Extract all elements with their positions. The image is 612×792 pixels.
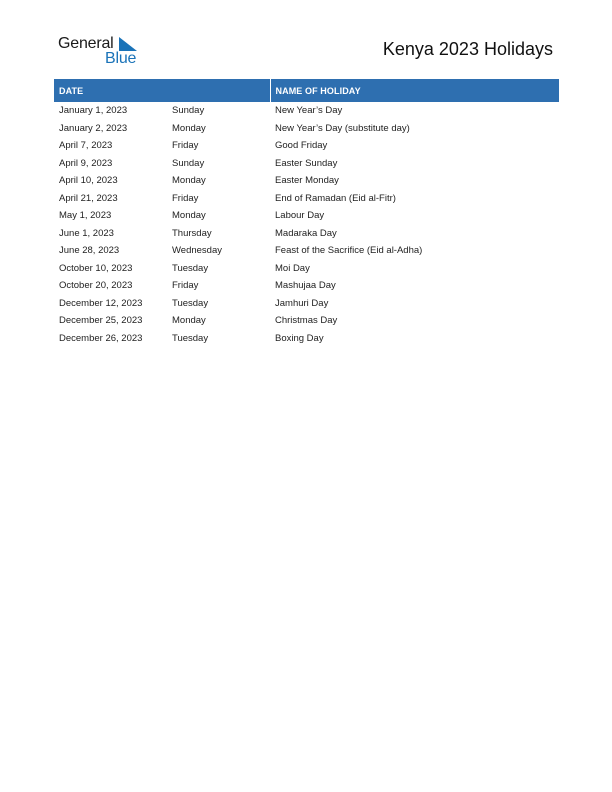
holiday-name-cell: New Year’s Day (substitute day) [275, 122, 410, 134]
holiday-date-cell: January 1, 2023 [59, 105, 128, 117]
table-row [54, 137, 559, 155]
holiday-name-cell: Good Friday [275, 140, 328, 152]
holiday-weekday-cell: Sunday [172, 157, 205, 169]
holiday-name-cell: New Year’s Day [275, 105, 343, 117]
generalblue-logo [58, 34, 148, 68]
logo-text-blue: Blue [105, 50, 137, 67]
table-header-row [54, 79, 559, 102]
holiday-date-cell: October 20, 2023 [59, 280, 133, 292]
holiday-date-cell: December 26, 2023 [59, 332, 143, 344]
table-row [54, 120, 559, 138]
table-body [54, 102, 559, 347]
holiday-weekday-cell: Tuesday [172, 332, 209, 344]
holiday-date-cell: April 21, 2023 [59, 192, 118, 204]
holiday-name-cell: Easter Sunday [275, 157, 338, 169]
table-row [54, 295, 559, 313]
table-row [54, 312, 559, 330]
table-row [54, 242, 559, 260]
holiday-weekday-cell: Wednesday [172, 245, 222, 257]
table-row [54, 190, 559, 208]
holiday-date-cell: June 1, 2023 [59, 227, 114, 239]
table-row [54, 172, 559, 190]
holiday-weekday-cell: Thursday [172, 227, 212, 239]
page-title: Kenya 2023 Holidays [382, 39, 553, 59]
holiday-name-cell: Jamhuri Day [275, 297, 329, 309]
holiday-weekday-cell: Friday [172, 280, 199, 292]
holiday-weekday-cell: Monday [172, 122, 206, 134]
holiday-name-cell: Labour Day [275, 210, 325, 222]
table-row [54, 207, 559, 225]
holiday-table [54, 79, 559, 347]
holiday-date-cell: May 1, 2023 [59, 210, 112, 222]
table-row [54, 330, 559, 348]
holiday-weekday-cell: Tuesday [172, 297, 209, 309]
table-row [54, 260, 559, 278]
table-row [54, 277, 559, 295]
holiday-name-cell: Easter Monday [275, 175, 339, 187]
date-column-header: DATE [54, 79, 270, 102]
holiday-date-cell: October 10, 2023 [59, 262, 133, 274]
holiday-name-cell: Boxing Day [275, 332, 324, 344]
holiday-date-cell: April 10, 2023 [59, 175, 118, 187]
holiday-weekday-cell: Friday [172, 192, 199, 204]
table-row [54, 102, 559, 120]
holiday-weekday-cell: Sunday [172, 105, 205, 117]
logo-text-general: General [58, 35, 114, 52]
holiday-name-cell: Moi Day [275, 262, 310, 274]
holiday-date-cell: December 12, 2023 [59, 297, 143, 309]
holiday-weekday-cell: Monday [172, 315, 206, 327]
holiday-weekday-cell: Monday [172, 175, 206, 187]
holiday-name-cell: Mashujaa Day [275, 280, 336, 292]
holiday-weekday-cell: Monday [172, 210, 206, 222]
holiday-weekday-cell: Friday [172, 140, 199, 152]
holiday-name-cell: End of Ramadan (Eid al-Fitr) [275, 192, 396, 204]
holiday-date-cell: April 7, 2023 [59, 140, 113, 152]
holiday-name-column-header: NAME OF HOLIDAY [270, 79, 559, 102]
holiday-date-cell: June 28, 2023 [59, 245, 120, 257]
holiday-name-cell: Christmas Day [275, 315, 338, 327]
table-row [54, 225, 559, 243]
table-row [54, 155, 559, 173]
holiday-weekday-cell: Tuesday [172, 262, 209, 274]
holiday-date-cell: January 2, 2023 [59, 122, 128, 134]
holiday-date-cell: December 25, 2023 [59, 315, 143, 327]
holiday-name-cell: Feast of the Sacrifice (Eid al-Adha) [275, 245, 423, 257]
holiday-date-cell: April 9, 2023 [59, 157, 113, 169]
holiday-name-cell: Madaraka Day [275, 227, 337, 239]
